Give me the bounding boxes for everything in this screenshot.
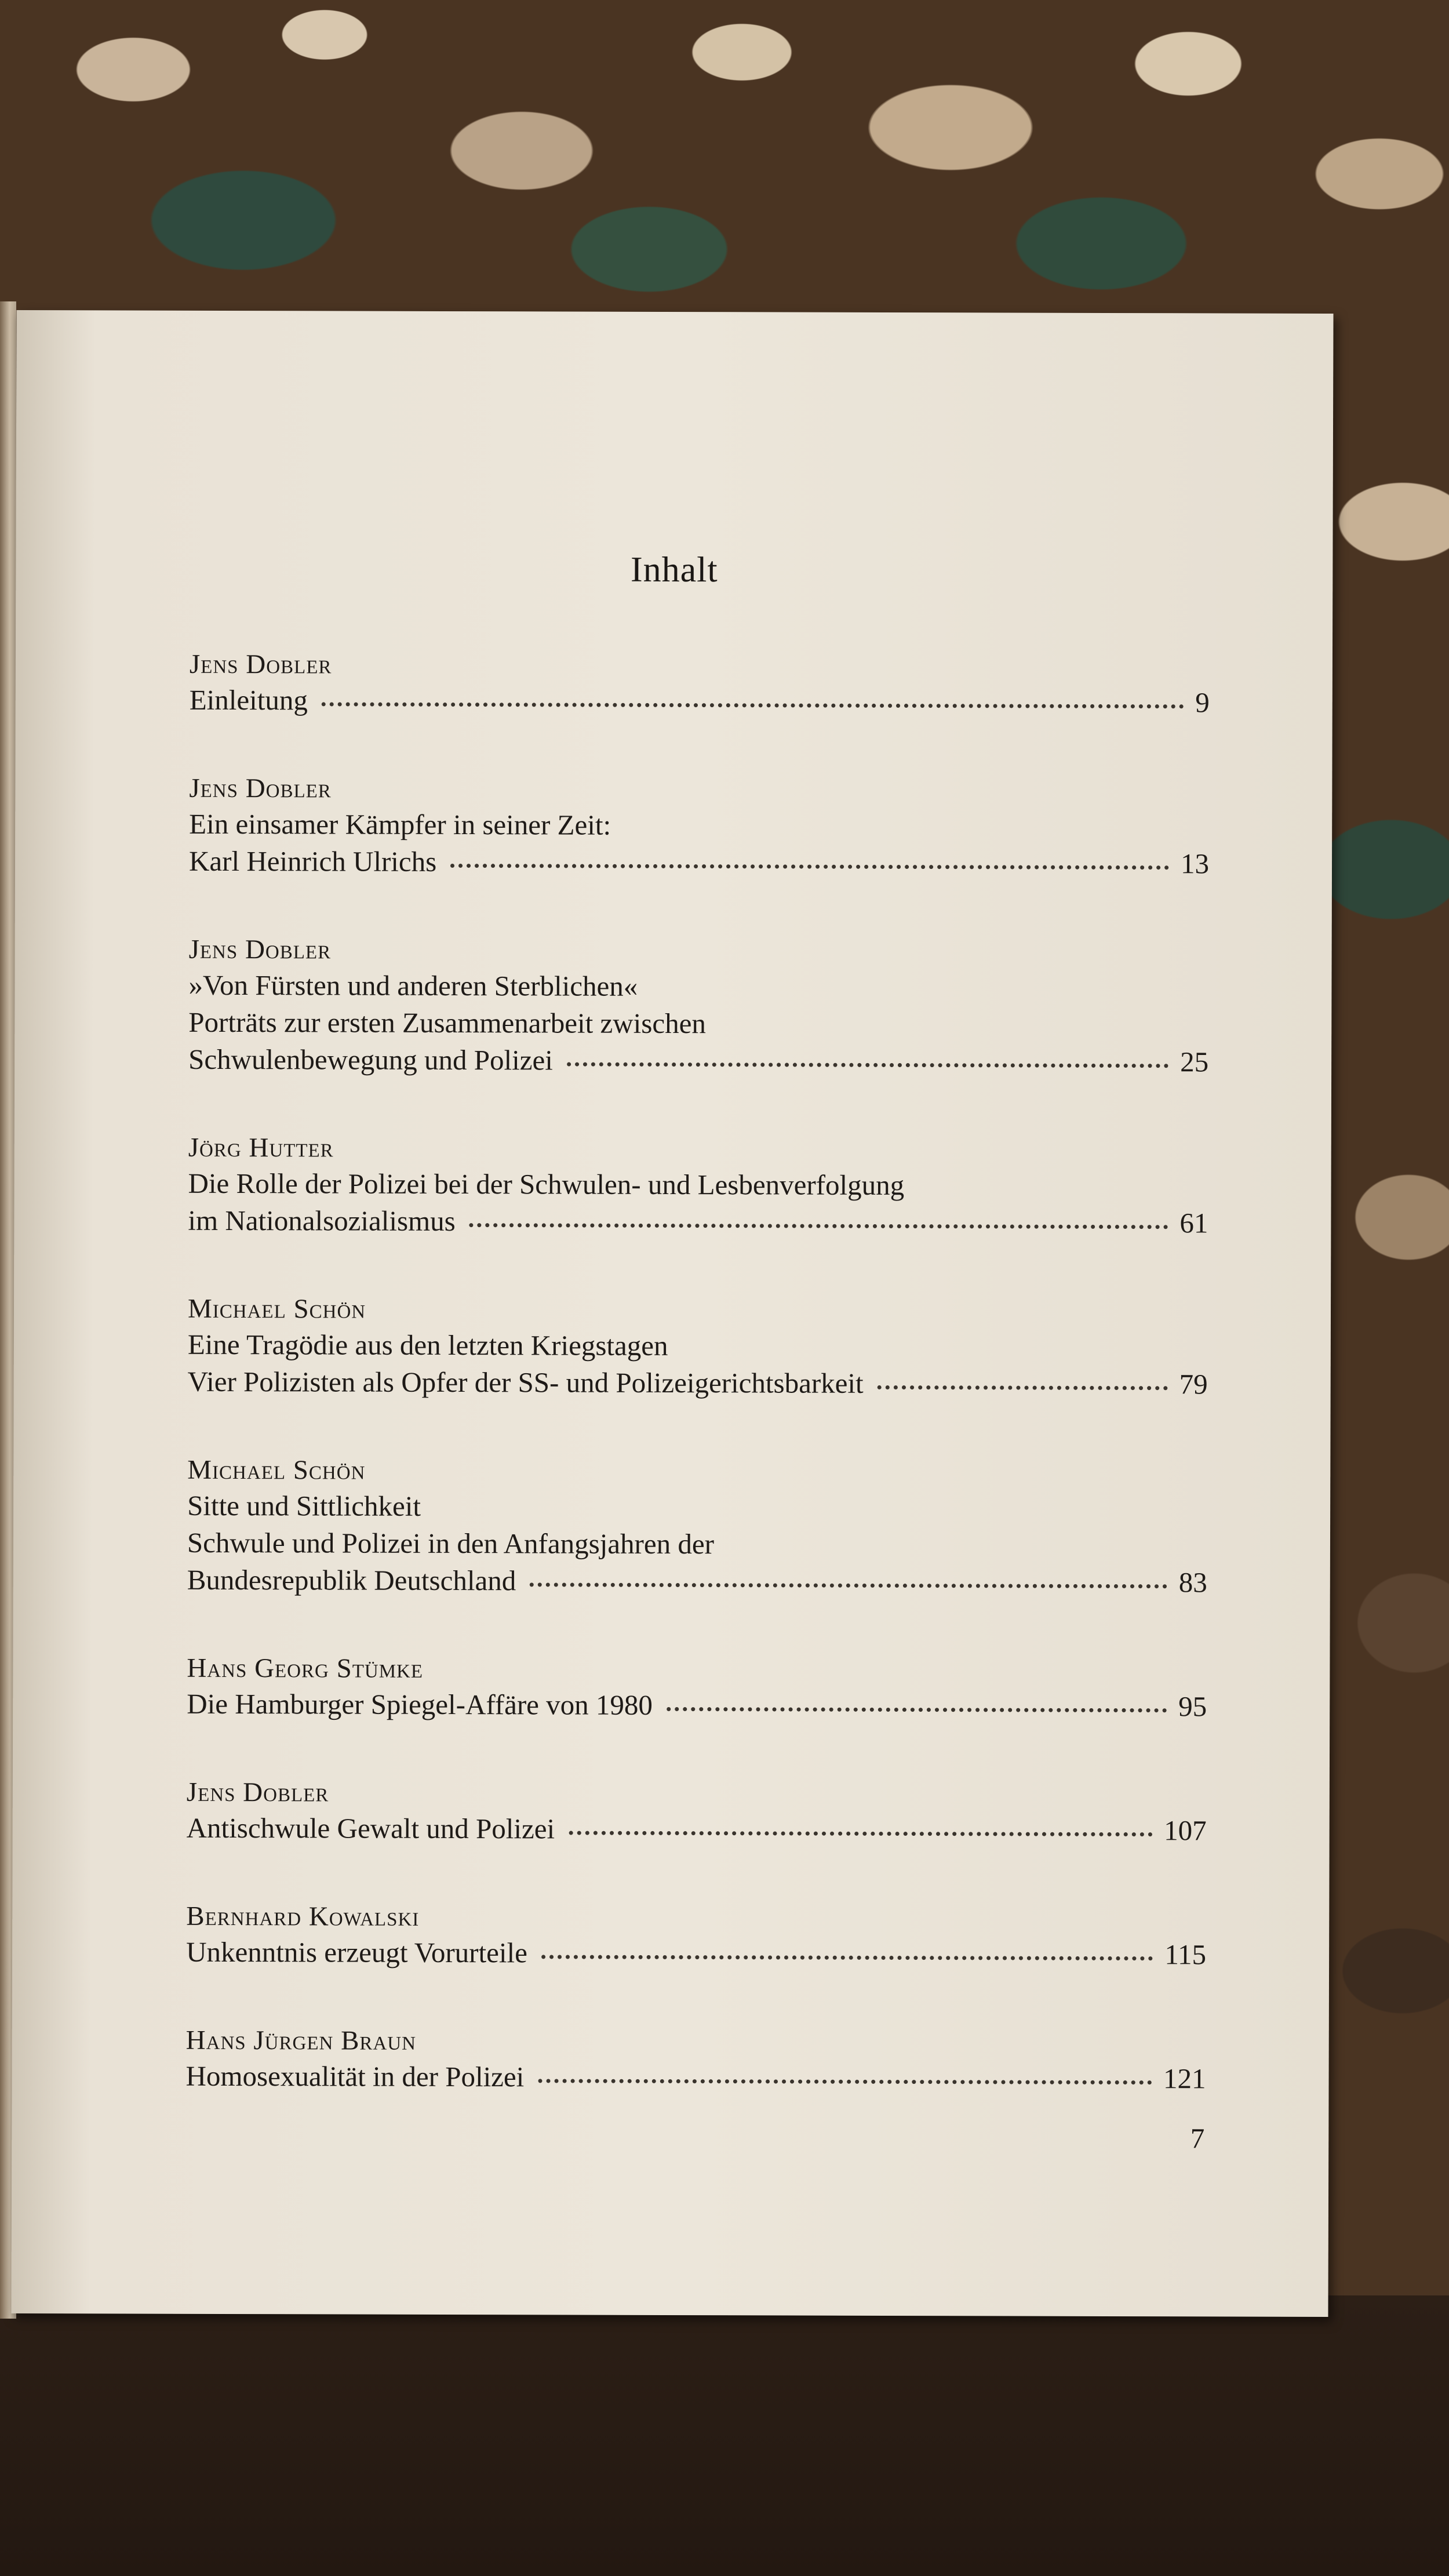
toc-page-ref: 25 — [1180, 1046, 1209, 1078]
toc-page-ref: 115 — [1164, 1938, 1207, 1971]
toc-title-line: Die Hamburger Spiegel-Affäre von 1980 — [187, 1687, 653, 1721]
toc-page-ref: 95 — [1178, 1690, 1207, 1723]
toc-page-ref: 107 — [1164, 1814, 1207, 1847]
dot-leader — [667, 1707, 1167, 1712]
toc-title-line: Einleitung — [189, 683, 308, 716]
book-page — [11, 310, 1333, 2317]
toc-title-final-line — [187, 1562, 1207, 1602]
dot-leader — [469, 1223, 1168, 1229]
toc-title-final-line — [185, 2058, 1206, 2098]
toc-page-ref: 79 — [1179, 1368, 1208, 1400]
toc-title-line: Unkenntnis erzeugt Vorurteile — [186, 1935, 527, 1969]
toc-title-final-line — [189, 843, 1209, 883]
toc-entry — [190, 647, 1210, 722]
toc-title-line: Schwule und Polizei in den Anfangsjahren der — [187, 1526, 715, 1560]
toc-entry — [185, 2023, 1206, 2098]
toc-author: Hans Jürgen Braun — [185, 2025, 417, 2056]
toc-title-final-line — [186, 1934, 1206, 1974]
toc-title-final-line — [188, 1363, 1208, 1403]
toc-title-line: Bundesrepublik Deutschland — [187, 1563, 516, 1597]
toc-page-ref: 61 — [1179, 1207, 1208, 1239]
toc-entry — [186, 1899, 1206, 1974]
toc-title-line: Homosexualität in der Polizei — [185, 2060, 525, 2093]
toc-author: Michael Schön — [187, 1454, 366, 1486]
toc-title-line: Antischwule Gewalt und Polizei — [186, 1811, 555, 1845]
toc-author: Michael Schön — [187, 1293, 366, 1325]
toc-page-ref: 9 — [1195, 686, 1210, 719]
toc-entry — [187, 1651, 1207, 1726]
toc-title-line: Eine Tragödie aus den letzten Kriegstagen — [187, 1328, 668, 1362]
dot-leader — [541, 1955, 1153, 1960]
toc-author: Jens Dobler — [189, 773, 332, 804]
dot-leader — [322, 702, 1184, 708]
toc-title-line: im Nationalsozialismus — [188, 1204, 456, 1238]
toc-title-final-line — [187, 1810, 1207, 1850]
toc-title-line: Sitte und Sittlichkeit — [187, 1489, 421, 1522]
toc-title-line: Ein einsamer Kämpfer in seiner Zeit: — [189, 807, 611, 841]
toc-author: Jens Dobler — [189, 649, 332, 680]
toc-author: Bernhard Kowalski — [186, 1901, 420, 1932]
toc-entry — [188, 932, 1209, 1081]
toc-entry — [187, 1453, 1208, 1602]
toc-title-line: Die Rolle der Polizei bei der Schwulen- und Lesbenverfolgung — [188, 1167, 905, 1202]
toc-title-line: Karl Heinrich Ulrichs — [188, 845, 437, 878]
toc-title-final-line — [188, 1041, 1208, 1081]
toc-entry — [189, 771, 1209, 883]
toc-page-ref: 13 — [1180, 847, 1210, 880]
toc-entry — [188, 1130, 1208, 1242]
dot-leader — [567, 1063, 1168, 1068]
toc-title-line: Schwulenbewegung und Polizei — [188, 1043, 553, 1076]
toc-author: Jens Dobler — [186, 1777, 329, 1808]
toc-page-ref: 83 — [1178, 1566, 1207, 1599]
toc-title-final-line — [188, 1202, 1208, 1242]
toc-author: Jörg Hutter — [188, 1132, 334, 1163]
toc-title-final-line — [190, 682, 1210, 722]
toc-author: Jens Dobler — [188, 934, 332, 965]
toc-title-final-line — [187, 1686, 1207, 1726]
toc-title-line: Vier Polizisten als Opfer der SS- und Polizeigerichtsbarkeit — [187, 1365, 864, 1399]
dot-leader — [569, 1831, 1152, 1837]
toc-entry — [188, 1291, 1208, 1403]
dot-leader — [538, 2079, 1152, 2084]
toc-page-ref: 121 — [1163, 2062, 1206, 2095]
toc-title: Inhalt — [630, 550, 718, 590]
dot-leader — [450, 864, 1169, 869]
toc-title-line: Porträts zur ersten Zusammenarbeit zwischen — [188, 1006, 706, 1040]
dot-leader — [530, 1582, 1167, 1588]
toc-list — [185, 647, 1210, 2150]
toc-title-line: »Von Fürsten und anderen Sterblichen« — [188, 969, 638, 1002]
toc-author: Hans Georg Stümke — [187, 1653, 424, 1684]
table-surface — [0, 2295, 1449, 2576]
toc-entry — [187, 1775, 1207, 1850]
page-number: 7 — [1190, 2122, 1205, 2155]
dot-leader — [878, 1385, 1168, 1390]
